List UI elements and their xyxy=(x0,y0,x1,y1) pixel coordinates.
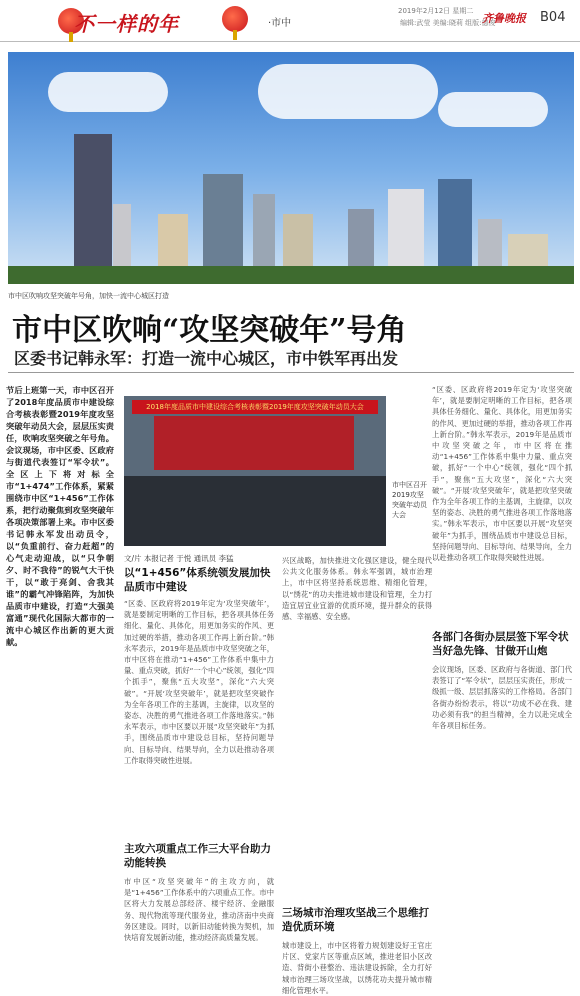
section-body: 市中区“攻坚突破年”的主攻方向，就是“1+456”工作体系中的六项重点工作。市中区将大力发展总部经济、楼宇经济、金融服务、现代物流等现代服务业，推动济南中央商务区建设。同时，以新旧动能转换为契机，加快培育发展新动能，推动经济高质量发展。 xyxy=(124,877,274,943)
section-body: 城市建设上，市中区将着力规划建设好王官庄片区、党家片区等重点区域，推进老旧小区改造、背街小巷整治、违法建设拆除，全力打好城市治理三场攻坚战，以绣花功夫提升城市精细化管理水平。 xyxy=(282,941,432,995)
column-text: 兴区战略，加快推进文化强区建设，健全现代公共文化服务体系。韩永军强调，城市治理上，市中区将坚持系统思维、精细化管理，以“绣花”的功夫推进城市建设和管理，全力打造宜居宜业宜游的优质环境，提升群众的获得感、幸福感、安全感。 xyxy=(282,556,432,622)
issue-date: 2019年2月12日 星期二 xyxy=(398,7,474,15)
section-title: 三场城市治理攻坚战三个思维打造优质环境 xyxy=(282,907,429,933)
section-name: ·市中 xyxy=(268,18,292,29)
meeting-photo-caption: 市中区召开2019攻坚突破年动员大会 xyxy=(392,481,427,519)
brand-title: 不一样的年 xyxy=(74,12,179,36)
sub-title: 区委书记韩永军：打造一流中心城区，市中铁军再出发 xyxy=(14,349,399,368)
lantern-icon xyxy=(222,6,248,32)
photo-caption: 市中区吹响攻坚突破年号角，加快一流中心城区打造 xyxy=(8,292,169,300)
section-body: “区委、区政府将2019年定为‘攻坚突破年’，就是要制定明晰的工作目标，把各项具体任务细化、量化、具体化，用更加务实的作风、更加过硬的举措，推动各项工作再上新台阶。”韩永军表示，2019年是品质市中攻坚突破之年，市中区将在推动“1+456”工作体系中集中力量、重点突破，抓好“一个中心”统领，强化“四个抓手”，聚焦“五大攻坚”，深化“六大突破”。“开展‘攻坚突破年’，就是把攻坚突破作为全年各项工作的主基调，主旋律，以攻坚的姿态、决胜的勇气推进各项工作落地落实。”韩永军表示，市中区要以开展“攻坚突破年”为抓手，围绕品质市中建设总目标，坚持问题导向、目标导向、结果导向，全力以赴推动各项工作取得突破性进展。 xyxy=(124,599,274,765)
column-text: “区委、区政府将2019年定为‘攻坚突破年’，就是要制定明晰的工作目标，把各项具体任务细化、量化、具体化，用更加务实的作风、更加过硬的举措，推动各项工作再上新台阶。”韩永军表示，2019年是品质市中攻坚突破之年，市中区将在推动“1+456”工作体系中集中力量、重点突破，抓好“一个中心”统领，强化“四个抓手”，聚焦“五大攻坚”，深化“六大突破”。“开展‘攻坚突破年’，就是把攻坚突破作为全年各项工作的主基调，主旋律，以攻坚的姿态、决胜的勇气推进各项工作落地落实。”韩永军表示，市中区要以开展“攻坚突破年”为抓手，围绕品质市中建设总目标，坚持问题导向、目标导向、结果导向，全力以赴推动各项工作取得突破性进展。 xyxy=(432,385,572,563)
section-title: 各部门各街办层层签下军令状当好急先锋、甘做开山炮 xyxy=(432,631,569,657)
page-number: B04 xyxy=(540,10,566,25)
page-header xyxy=(0,0,580,42)
editors-line: 编辑:武莹 美编:晓莉 组版:德俊 xyxy=(400,19,496,27)
lead-paragraph: 节后上班第一天，市中区召开了2018年度品质市中建设综合考核表彰暨2019年度攻坚突破年动员大会，层层压实责任，吹响攻坚突破之年号角。会议现场，市中区委、区政府与街道代表签订“军令状”。全区上下将对标全市“1+474”工作体系，紧紧围绕市中区“1+456”工作体系，把行动聚焦到攻坚突破年各项决策部署上来。市中区委书记韩永军发出动员令，以“负重前行、奋力赶超”的心气走动迎战，以“只争朝夕、时不我待”的锐气大干快干，以“敢于亮剑、舍我其谁”的霸气冲锋陷阵，为加快品质市中建设，打造“大强美富通”现代化国际大都市的一流中心城区作出新的更大贡献。 xyxy=(6,385,114,647)
meeting-banner: 2018年度品质市中建设综合考核表彰暨2019年度攻坚突破年动员大会 xyxy=(132,400,378,414)
byline: 文/片 本报记者 于悦 通讯员 李猛 xyxy=(124,554,234,563)
skyline-photo xyxy=(8,52,574,284)
divider xyxy=(8,372,574,373)
meeting-photo xyxy=(124,396,386,546)
section-title: 主攻六项重点工作三大平台助力动能转换 xyxy=(124,843,271,869)
page-title: 市中区吹响“攻坚突破年”号角 xyxy=(12,313,407,348)
paper-logo: 齐鲁晚报 xyxy=(482,12,526,25)
section-body: 会议现场，区委、区政府与各街道、部门代表签订了“军令状”，层层压实责任，形成一级抓一级、层层抓落实的工作格局。各部门各街办纷纷表示，将以“功成不必在我、建功必须有我”的担当精神，全力以赴完成全年各项目标任务。 xyxy=(432,665,572,731)
section-title: 以“1+456”体系统领发展加快品质市中建设 xyxy=(124,567,271,593)
